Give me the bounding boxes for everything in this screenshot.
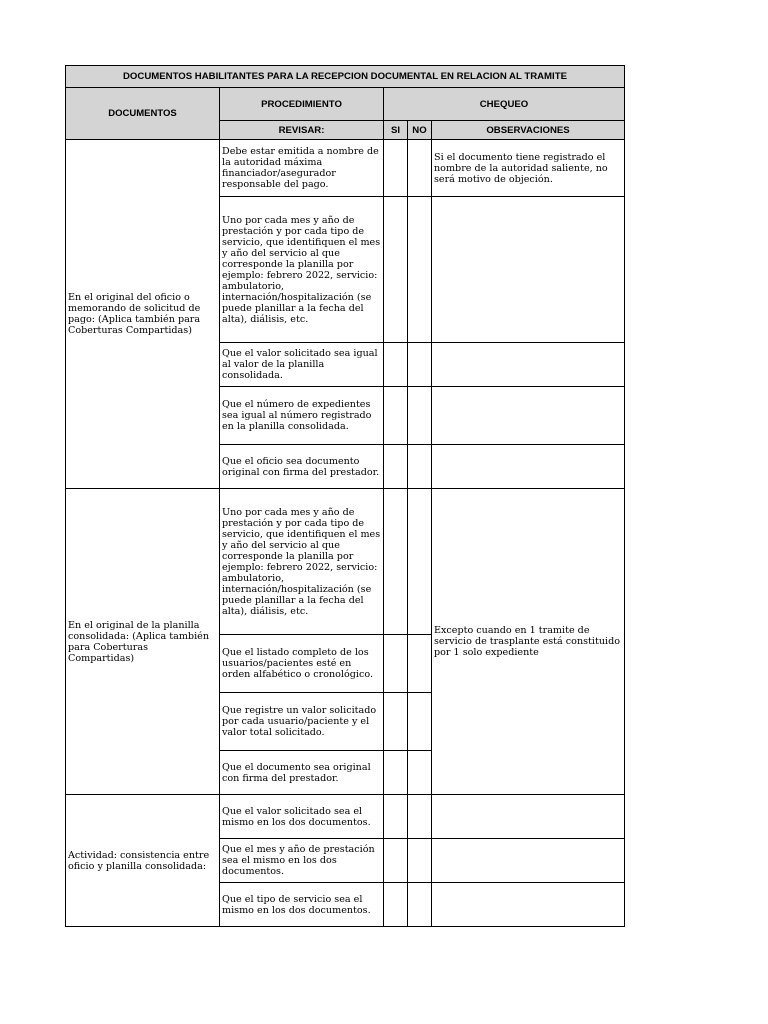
no-checkbox[interactable] bbox=[408, 839, 432, 883]
table-row bbox=[66, 140, 625, 197]
si-checkbox[interactable] bbox=[384, 140, 408, 197]
revisar-cell: Que el número de expedientes sea igual al número registrado en la planilla consolidada. bbox=[220, 387, 384, 445]
documento-cell: En el original del oficio o memorando de solicitud de pago: (Aplica también para Coberturas Compartidas) bbox=[66, 140, 220, 489]
no-checkbox[interactable] bbox=[408, 140, 432, 197]
si-checkbox[interactable] bbox=[384, 197, 408, 343]
table-row bbox=[66, 795, 625, 839]
si-checkbox[interactable] bbox=[384, 387, 408, 445]
revisar-cell: Uno por cada mes y año de prestación y por cada tipo de servicio, que identifiquen el mes y año del servicio al que corresponde la planilla por ejemplo: febrero 2022, servicio: ambulatorio, internación/hospitalización (se puede planillar a la fecha del alta), diálisis, etc. bbox=[220, 197, 384, 343]
documento-cell: En el original de la planilla consolidada: (Aplica también para Coberturas Compartidas) bbox=[66, 489, 220, 795]
si-checkbox[interactable] bbox=[384, 693, 408, 751]
no-checkbox[interactable] bbox=[408, 387, 432, 445]
si-checkbox[interactable] bbox=[384, 883, 408, 927]
observacion-cell[interactable] bbox=[432, 197, 625, 343]
revisar-cell: Que el tipo de servicio sea el mismo en los dos documentos. bbox=[220, 883, 384, 927]
revisar-cell: Que el oficio sea documento original con firma del prestador. bbox=[220, 445, 384, 489]
no-checkbox[interactable] bbox=[408, 445, 432, 489]
table-row bbox=[66, 489, 625, 635]
no-checkbox[interactable] bbox=[408, 343, 432, 387]
observacion-cell[interactable] bbox=[432, 883, 625, 927]
table-title: DOCUMENTOS HABILITANTES PARA LA RECEPCION DOCUMENTAL EN RELACION AL TRAMITE bbox=[66, 66, 625, 88]
no-checkbox[interactable] bbox=[408, 197, 432, 343]
checklist-table bbox=[65, 65, 625, 927]
no-checkbox[interactable] bbox=[408, 693, 432, 751]
revisar-cell: Debe estar emitida a nombre de la autoridad máxima financiador/asegurador responsable del pago. bbox=[220, 140, 384, 197]
si-checkbox[interactable] bbox=[384, 751, 408, 795]
si-checkbox[interactable] bbox=[384, 445, 408, 489]
si-checkbox[interactable] bbox=[384, 635, 408, 693]
si-checkbox[interactable] bbox=[384, 489, 408, 635]
header-observaciones: OBSERVACIONES bbox=[432, 121, 625, 140]
revisar-cell: Que el valor solicitado sea el mismo en los dos documentos. bbox=[220, 795, 384, 839]
observacion-cell[interactable] bbox=[432, 387, 625, 445]
no-checkbox[interactable] bbox=[408, 751, 432, 795]
no-checkbox[interactable] bbox=[408, 883, 432, 927]
revisar-cell: Que el documento sea original con firma del prestador. bbox=[220, 751, 384, 795]
observacion-cell[interactable] bbox=[432, 343, 625, 387]
header-si: SI bbox=[384, 121, 408, 140]
revisar-cell: Que el valor solicitado sea igual al valor de la planilla consolidada. bbox=[220, 343, 384, 387]
revisar-cell: Que el listado completo de los usuarios/pacientes esté en orden alfabético o cronológico. bbox=[220, 635, 384, 693]
revisar-cell: Uno por cada mes y año de prestación y por cada tipo de servicio, que identifiquen el mes y año del servicio al que corresponde la planilla por ejemplo: febrero 2022, servicio: ambulatorio, internación/hospitalización (se puede planillar a la fecha del alta), diálisis, etc. bbox=[220, 489, 384, 635]
documento-cell: Actividad: consistencia entre oficio y planilla consolidada: bbox=[66, 795, 220, 927]
header-no: NO bbox=[408, 121, 432, 140]
si-checkbox[interactable] bbox=[384, 839, 408, 883]
header-documentos: DOCUMENTOS bbox=[66, 88, 220, 140]
observacion-cell[interactable] bbox=[432, 795, 625, 839]
no-checkbox[interactable] bbox=[408, 489, 432, 635]
no-checkbox[interactable] bbox=[408, 635, 432, 693]
observacion-cell[interactable] bbox=[432, 839, 625, 883]
observacion-cell[interactable]: Excepto cuando en 1 tramite de servicio de trasplante está constituido por 1 solo expediente bbox=[432, 489, 625, 795]
no-checkbox[interactable] bbox=[408, 795, 432, 839]
observacion-cell[interactable] bbox=[432, 445, 625, 489]
observacion-cell[interactable]: Si el documento tiene registrado el nombre de la autoridad saliente, no será motivo de objeción. bbox=[432, 140, 625, 197]
si-checkbox[interactable] bbox=[384, 795, 408, 839]
header-chequeo: CHEQUEO bbox=[384, 88, 625, 121]
si-checkbox[interactable] bbox=[384, 343, 408, 387]
revisar-cell: Que el mes y año de prestación sea el mismo en los dos documentos. bbox=[220, 839, 384, 883]
header-procedimiento: PROCEDIMIENTO bbox=[220, 88, 384, 121]
revisar-cell: Que registre un valor solicitado por cada usuario/paciente y el valor total solicitado. bbox=[220, 693, 384, 751]
header-revisar: REVISAR: bbox=[220, 121, 384, 140]
